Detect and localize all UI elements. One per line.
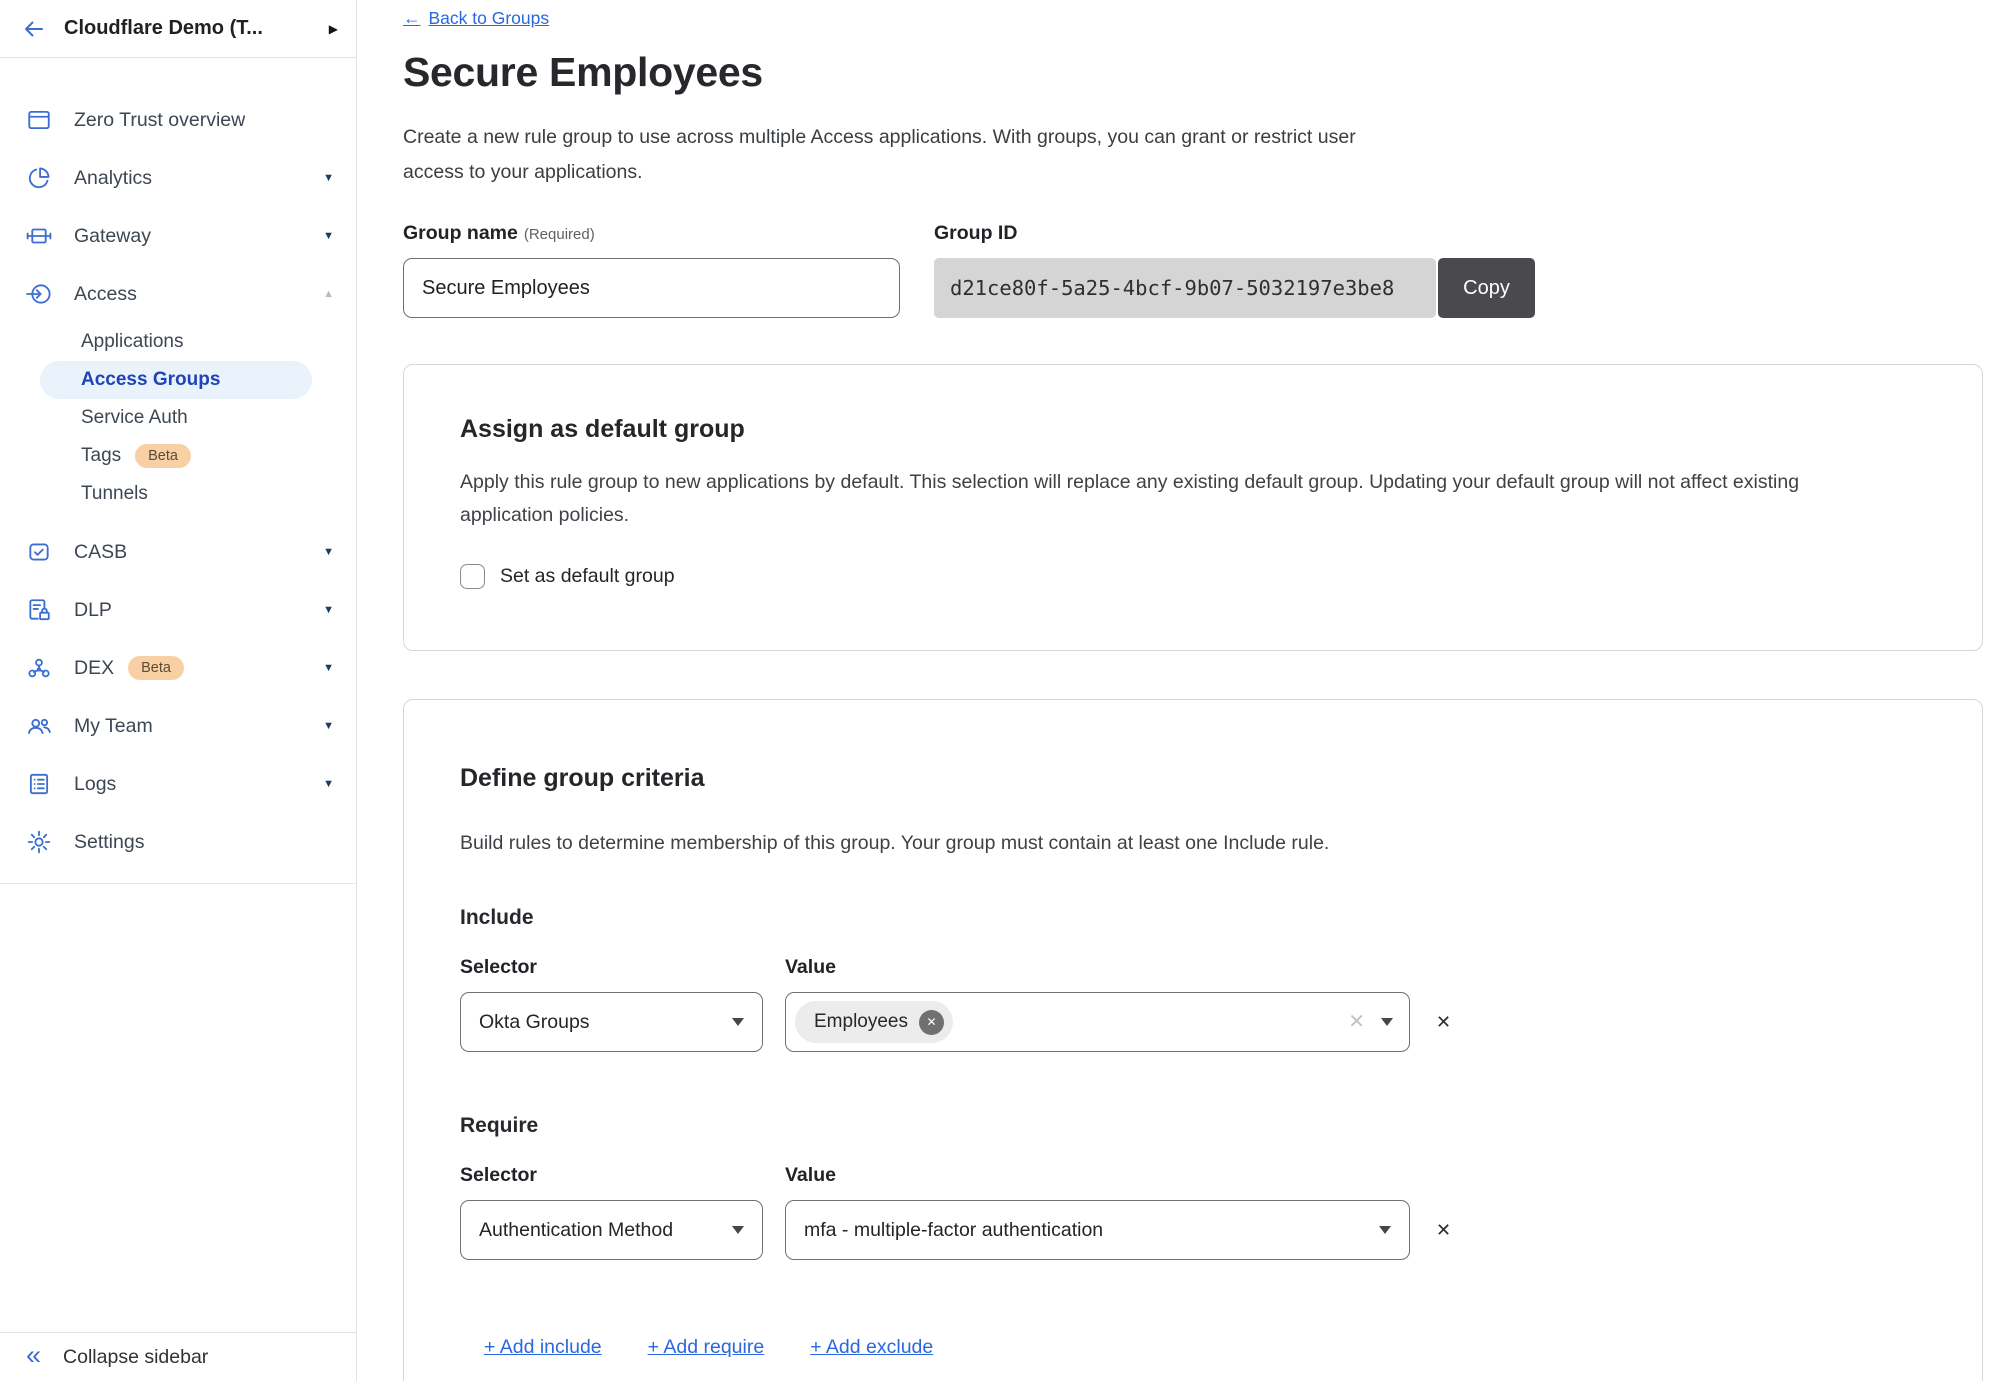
sidebar-item-label: Logs (74, 772, 117, 795)
set-default-group-checkbox[interactable] (460, 564, 485, 589)
add-include-link[interactable]: + Add include (484, 1336, 602, 1358)
require-value-text: mfa - multiple-factor authentication (804, 1218, 1104, 1241)
sidebar-item-my-team[interactable] (0, 697, 356, 755)
include-selector-select[interactable] (460, 992, 763, 1052)
sidebar-item-label: Analytics (74, 166, 153, 189)
chevron-down-icon[interactable]: ▼ (323, 662, 334, 674)
sidebar-spacer (0, 884, 356, 1332)
chevron-down-icon[interactable]: ▼ (323, 720, 334, 732)
page-description: Create a new rule group to use across multiple Access applications. With groups, you can grant or restrict user access to your applications. (403, 126, 1356, 183)
account-switcher[interactable] (0, 0, 356, 58)
require-rule-controls (460, 1200, 1926, 1260)
sidebar-item-label (74, 656, 301, 681)
assign-default-group-card (403, 364, 1983, 651)
sidebar-item-gateway[interactable] (0, 207, 356, 265)
assign-default-group-description: Apply this rule group to new applications by default. This selection will replace any existing default group. Updating your default group will not affect existing application policies. (460, 471, 1800, 526)
chevron-down-icon[interactable]: ▼ (323, 604, 334, 616)
pie-chart-icon (26, 165, 52, 191)
group-id-field (934, 222, 1535, 318)
require-rule-block (460, 1114, 1926, 1260)
back-link-label: Back to Groups (428, 8, 550, 28)
sidebar-item-analytics[interactable] (0, 149, 356, 207)
chevron-up-icon[interactable]: ▲ (323, 288, 334, 300)
sidebar-item-service-auth[interactable] (0, 399, 356, 437)
collapse-sidebar-label: Collapse sidebar (63, 1345, 209, 1368)
gear-icon (26, 829, 52, 855)
chevron-down-icon[interactable]: ▼ (323, 230, 334, 242)
collapse-sidebar-button[interactable] (0, 1332, 356, 1381)
include-rule-block (460, 906, 1926, 1052)
sidebar-item-label: DLP (74, 598, 112, 621)
chevron-down-icon (732, 1226, 744, 1234)
group-name-label: Group name (403, 222, 518, 244)
add-exclude-link[interactable]: + Add exclude (810, 1336, 934, 1358)
sidebar-item-tunnels[interactable] (0, 475, 356, 513)
selector-label: Selector (460, 956, 537, 978)
sidebar-item-label: Settings (74, 830, 145, 853)
collapse-sidebar-icon: « (26, 1339, 42, 1370)
required-hint: (Required) (523, 226, 595, 243)
sidebar-item-label: Gateway (74, 224, 151, 247)
chevron-down-icon (732, 1018, 744, 1026)
group-name-field (403, 222, 900, 318)
sidebar (0, 0, 357, 1381)
sidebar-item-dlp[interactable] (0, 581, 356, 639)
group-id-text: d21ce80f-5a25-4bcf-9b07-5032197e3be8 (950, 276, 1395, 300)
sidebar-item-logs[interactable] (0, 755, 356, 813)
sidebar-item-dex[interactable] (0, 639, 356, 697)
group-id-row (934, 258, 1535, 318)
value-chip (795, 1001, 953, 1043)
chevron-right-icon[interactable]: ▶ (328, 21, 338, 36)
group-name-label-row (403, 222, 900, 246)
sidebar-item-access-groups[interactable] (40, 361, 312, 399)
sidebar-item-applications[interactable] (0, 323, 356, 361)
sidebar-item-settings[interactable] (0, 813, 356, 871)
chevron-down-icon (1379, 1226, 1391, 1234)
chevron-down-icon[interactable]: ▼ (323, 778, 334, 790)
arrow-left-icon: ← (403, 8, 421, 28)
sidebar-item-label: Access (74, 282, 137, 305)
sidebar-item-label: Tags (81, 445, 122, 466)
set-default-group-checkbox-row[interactable] (460, 564, 675, 589)
define-group-criteria-card (403, 699, 1983, 1381)
group-id-value (934, 258, 1436, 318)
window-icon (26, 107, 52, 133)
account-title: Cloudflare Demo (T... (64, 17, 263, 39)
arrow-left-icon[interactable] (22, 17, 46, 41)
include-heading: Include (460, 906, 534, 929)
group-form-row (403, 222, 1983, 318)
copy-button[interactable]: Copy (1438, 258, 1535, 318)
include-value-multiselect[interactable] (785, 992, 1410, 1052)
value-label: Value (785, 956, 836, 978)
sidebar-item-casb[interactable] (0, 523, 356, 581)
sidebar-item-label: Service Auth (81, 407, 188, 428)
chevron-down-icon[interactable]: ▼ (323, 172, 334, 184)
define-group-criteria-title: Define group criteria (460, 764, 705, 792)
sidebar-item-label: My Team (74, 714, 153, 737)
group-name-input[interactable] (403, 258, 900, 318)
team-icon (26, 713, 52, 739)
sidebar-item-text: DEX (74, 656, 115, 679)
require-value-select[interactable] (785, 1200, 1410, 1260)
selector-label: Selector (460, 1164, 537, 1186)
require-selector-select[interactable] (460, 1200, 763, 1260)
sidebar-item-tags[interactable] (0, 437, 356, 475)
rule-action-links (484, 1336, 1926, 1359)
sidebar-item-label: Access Groups (81, 369, 221, 390)
sidebar-item-label: CASB (74, 540, 128, 563)
gateway-icon (26, 223, 52, 249)
page-title: Secure Employees (403, 49, 763, 95)
clear-icon[interactable]: ✕ (1348, 1011, 1365, 1033)
dlp-icon (26, 597, 52, 623)
remove-include-rule-button[interactable]: ✕ (1432, 1009, 1455, 1035)
main-content (357, 0, 1999, 1381)
chip-remove-icon[interactable]: ✕ (919, 1010, 944, 1035)
set-default-group-checkbox-label: Set as default group (500, 565, 675, 587)
require-selector-value: Authentication Method (479, 1218, 674, 1241)
logs-icon (26, 771, 52, 797)
group-id-label: Group ID (934, 222, 1018, 244)
access-icon (26, 281, 52, 307)
sidebar-nav (0, 58, 356, 884)
require-rule-labels (460, 1164, 1926, 1187)
sidebar-item-label: Zero Trust overview (74, 108, 246, 131)
dex-icon (26, 655, 52, 681)
remove-require-rule-button[interactable]: ✕ (1432, 1217, 1455, 1243)
require-heading: Require (460, 1114, 539, 1137)
define-group-criteria-description: Build rules to determine membership of this group. Your group must contain at least one Include rule. (460, 832, 1330, 854)
sidebar-item-zero-trust-overview[interactable] (0, 91, 356, 149)
include-rule-labels (460, 956, 1926, 979)
sidebar-item-access[interactable] (0, 265, 356, 323)
add-require-link[interactable]: + Add require (647, 1336, 765, 1358)
group-id-label-row (934, 222, 1535, 246)
back-to-groups-link[interactable] (403, 8, 549, 29)
sidebar-item-label: Tunnels (81, 483, 148, 504)
chevron-down-icon[interactable]: ▼ (323, 546, 334, 558)
assign-default-group-title: Assign as default group (460, 415, 745, 443)
sidebar-item-label: Applications (81, 331, 184, 352)
include-rule-controls (460, 992, 1926, 1052)
beta-badge: Beta (128, 656, 184, 681)
beta-badge: Beta (135, 444, 191, 469)
chevron-down-icon (1381, 1018, 1393, 1026)
value-chip-label: Employees (814, 1011, 908, 1032)
value-label: Value (785, 1164, 836, 1186)
include-selector-value: Okta Groups (479, 1010, 590, 1033)
casb-icon (26, 539, 52, 565)
